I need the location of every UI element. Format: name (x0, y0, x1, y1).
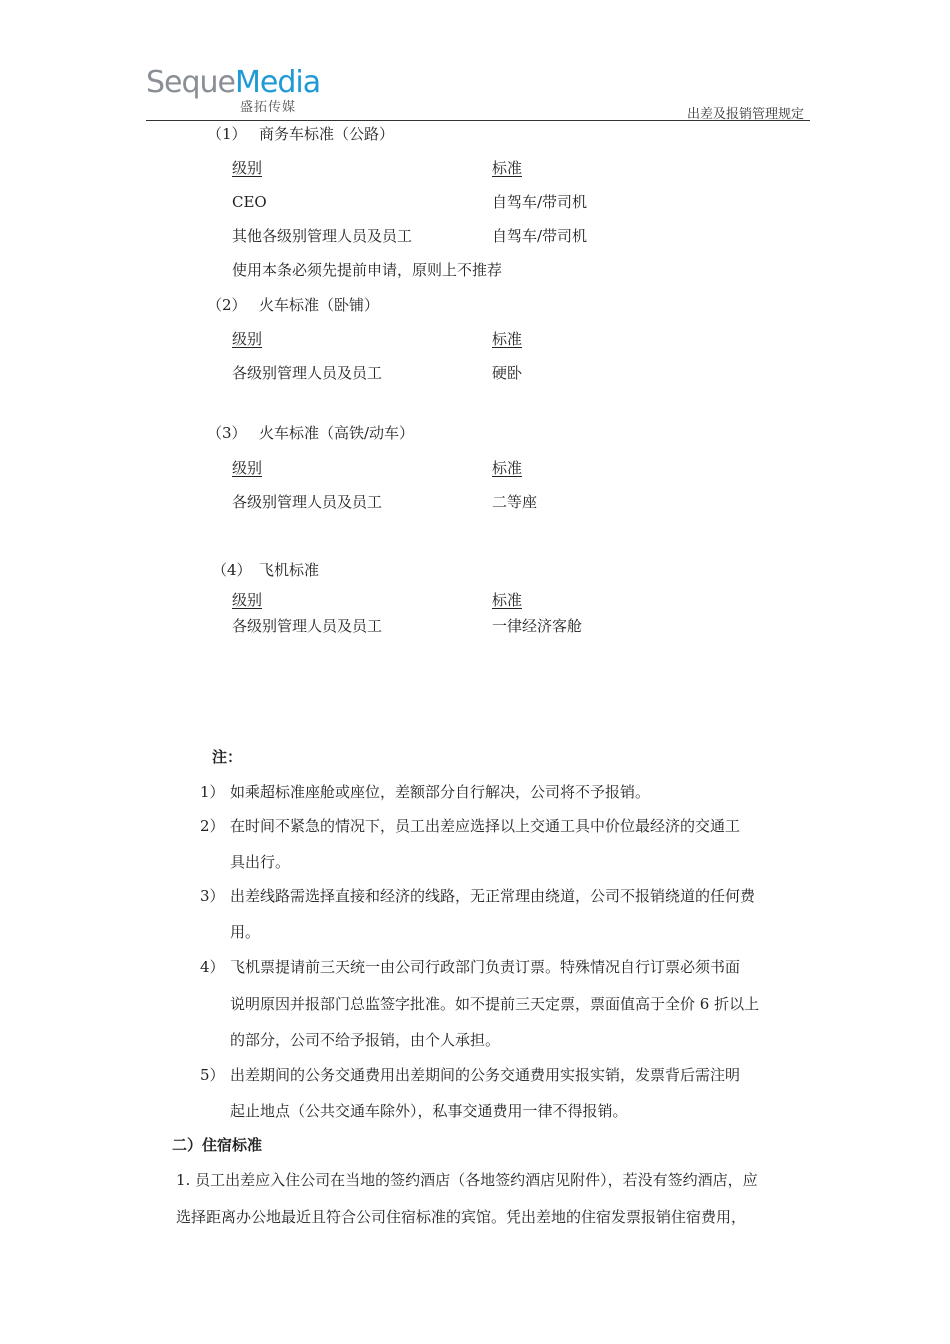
section-1-row-1-level: CEO (232, 193, 267, 211)
section-2-col-level: 级别 (232, 330, 263, 348)
section-3-col-standard: 标准 (492, 459, 523, 477)
section-2-row-1-level: 各级别管理人员及员工 (232, 364, 383, 382)
notes-heading: 注： (212, 748, 243, 766)
note-4-number: 4） (200, 958, 225, 976)
section-1-row-1-standard: 自驾车/带司机 (492, 193, 588, 211)
logo-wordmark (146, 66, 320, 100)
section-4-col-level: 级别 (232, 591, 263, 609)
logo-seque-text: Seque (146, 65, 236, 100)
seque-media-logo (146, 66, 346, 116)
section-1-number: （1） (207, 125, 247, 143)
section-1-note: 使用本条必须先提前申请，原则上不推荐 (232, 261, 503, 279)
note-4-line-3: 的部分，公司不给予报销，由个人承担。 (230, 1031, 501, 1049)
note-5-number: 5） (200, 1066, 225, 1084)
section-4-row-1-level: 各级别管理人员及员工 (232, 617, 383, 635)
section-3-col-level: 级别 (232, 459, 263, 477)
note-5-line-1: 出差期间的公务交通费用出差期间的公务交通费用实报实销，发票背后需注明 (230, 1066, 741, 1084)
section-3-row-1-standard: 二等座 (492, 493, 538, 511)
note-3-number: 3） (200, 887, 225, 905)
section-4-col-standard: 标准 (492, 591, 523, 609)
lodging-line-1: 1. 员工出差应入住公司在当地的签约酒店（各地签约酒店见附件），若没有签约酒店，应 (176, 1171, 758, 1189)
header-divider (146, 120, 810, 121)
note-5-line-2: 起止地点（公共交通车除外），私事交通费用一律不得报销。 (230, 1102, 628, 1120)
note-2-line-2: 具出行。 (230, 853, 291, 871)
section-3-title: 火车标准（高铁/动车） (259, 424, 415, 442)
section-4-title: 飞机标准 (259, 561, 320, 579)
lodging-line-2: 选择距离办公地最近且符合公司住宿标准的宾馆。凭出差地的住宿发票报销住宿费用， (176, 1208, 747, 1226)
section-1-row-2-level: 其他各级别管理人员及员工 (232, 227, 413, 245)
section-4-number: （4） (212, 561, 252, 579)
document-title: 出差及报销管理规定 (686, 107, 804, 122)
section-4-row-1-standard: 一律经济客舱 (492, 617, 583, 635)
note-4-line-1: 飞机票提请前三天统一由公司行政部门负责订票。特殊情况自行订票必须书面 (230, 958, 741, 976)
section-3-row-1-level: 各级别管理人员及员工 (232, 493, 383, 511)
section-2-col-standard: 标准 (492, 330, 523, 348)
section-2-row-1-standard: 硬卧 (492, 364, 523, 382)
note-2-number: 2） (200, 817, 225, 835)
logo-media-text: Media (235, 65, 321, 100)
logo-chinese-name: 盛拓传媒 (240, 100, 297, 115)
note-2-line-1: 在时间不紧急的情况下，员工出差应选择以上交通工具中价位最经济的交通工 (230, 817, 741, 835)
section-2-title: 火车标准（卧铺） (259, 296, 380, 314)
note-3-line-1: 出差线路需选择直接和经济的线路，无正常理由绕道，公司不报销绕道的任何费 (230, 887, 756, 905)
note-3-line-2: 用。 (230, 923, 261, 941)
note-1-number: 1） (200, 783, 225, 801)
section-1-col-level: 级别 (232, 159, 263, 177)
note-1-line-1: 如乘超标准座舱或座位，差额部分自行解决，公司将不予报销。 (230, 783, 651, 801)
lodging-heading: 二）住宿标准 (172, 1136, 263, 1154)
section-3-number: （3） (207, 424, 247, 442)
section-1-row-2-standard: 自驾车/带司机 (492, 227, 588, 245)
note-4-line-2: 说明原因并报部门总监签字批准。如不提前三天定票，票面值高于全价 6 折以上 (230, 995, 760, 1013)
section-1-col-standard: 标准 (492, 159, 523, 177)
section-1-title: 商务车标准（公路） (259, 125, 395, 143)
section-2-number: （2） (207, 296, 247, 314)
